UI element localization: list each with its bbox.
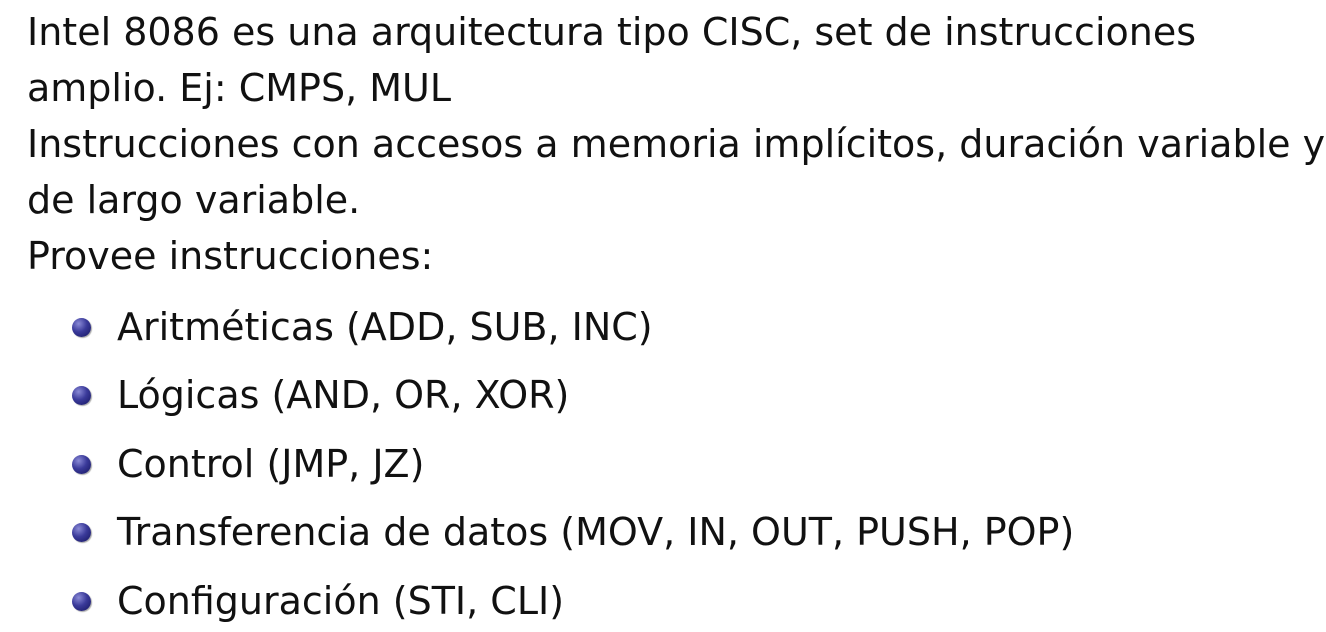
paragraph-line-1: Intel 8086 es una arquitectura tipo CISC, set de instrucciones <box>27 10 1197 54</box>
paragraph-line-5: Provee instrucciones: <box>27 234 434 278</box>
paragraph-line-4: de largo variable. <box>27 178 361 222</box>
list-item-label: Aritméticas (ADD, SUB, INC) <box>117 305 653 349</box>
list-item-label: Lógicas (AND, OR, XOR) <box>117 373 570 417</box>
paragraph-line-3: Instrucciones con accesos a memoria implícitos, duración variable y <box>27 122 1326 166</box>
list-item <box>72 507 1074 557</box>
list-item-label: Configuración (STI, CLI) <box>117 579 565 623</box>
paragraph-line-2: amplio. Ej: CMPS, MUL <box>27 66 452 110</box>
bullet-dot-icon <box>72 523 91 542</box>
bullet-dot-icon <box>72 318 91 337</box>
list-item <box>72 370 569 420</box>
bullet-dot-icon <box>72 592 91 611</box>
bullet-dot-icon <box>72 386 91 405</box>
bullet-dot-icon <box>72 455 91 474</box>
list-item-label: Transferencia de datos (MOV, IN, OUT, PUSH, POP) <box>117 510 1075 554</box>
list-item <box>72 302 653 352</box>
list-item <box>72 576 564 626</box>
list-item <box>72 439 424 489</box>
list-item-label: Control (JMP, JZ) <box>117 442 425 486</box>
